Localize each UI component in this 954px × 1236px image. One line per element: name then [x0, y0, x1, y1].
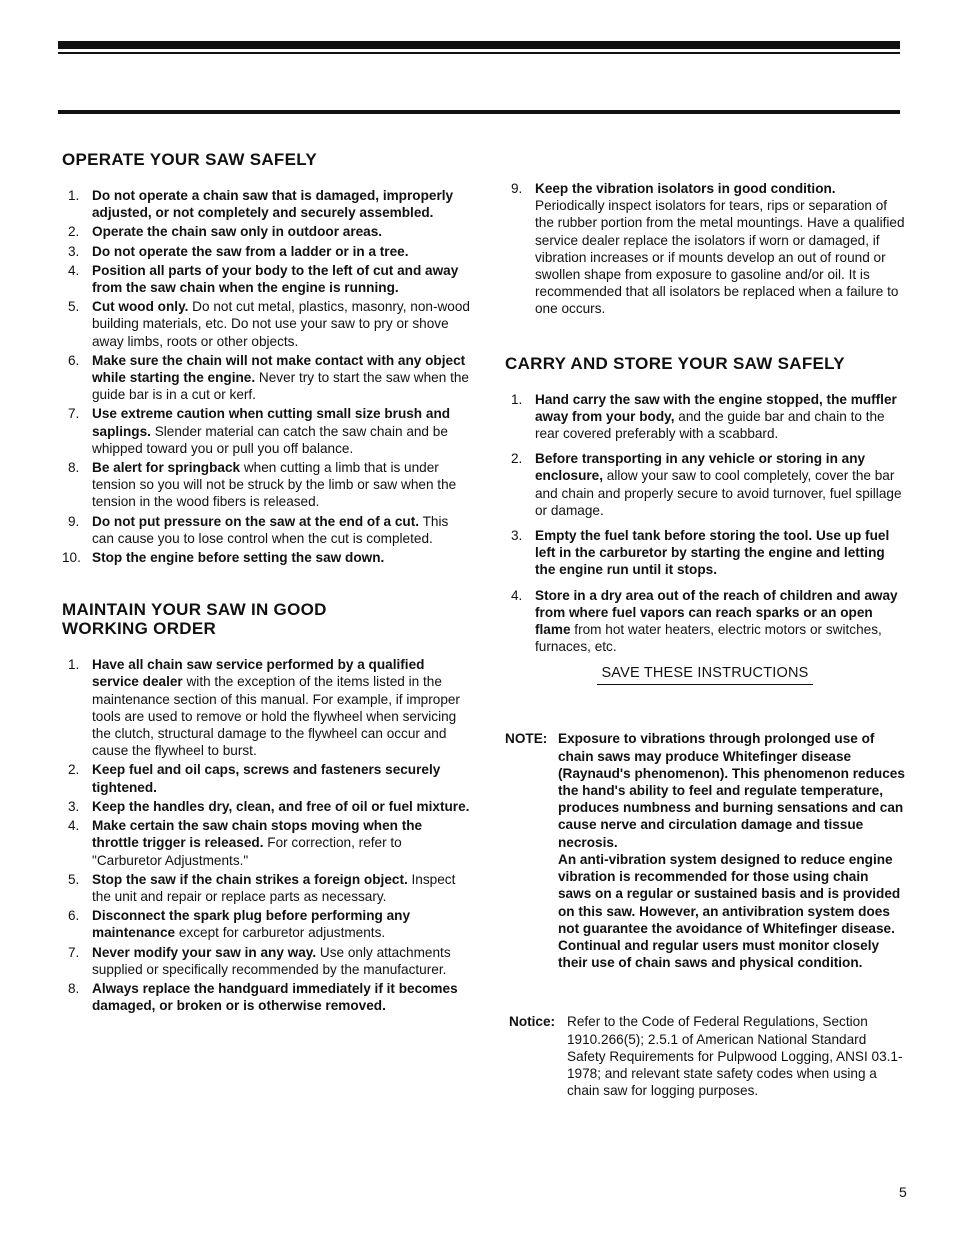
item-text: Never try to start the saw when the guide bar is in a cut or kerf.	[92, 370, 469, 403]
item-text: Do not cut metal, plastics, masonry, non-wood building materials, etc. Do not use your saw to pry or shove away limbs, roots or other objects.	[92, 299, 470, 349]
item-number: 1.	[68, 657, 80, 673]
operate-list	[62, 187, 470, 566]
item-number: 2.	[68, 224, 80, 240]
maintain-list	[62, 656, 470, 1014]
header-rule	[58, 110, 900, 114]
list-item	[505, 391, 905, 443]
list-item	[505, 450, 905, 519]
item-number: 1.	[68, 188, 80, 203]
item-text: except for carburetor adjustments.	[175, 925, 386, 941]
list-item	[62, 352, 470, 404]
item-bold-text: Never modify your saw in any way.	[92, 944, 317, 960]
item-bold-text: Do not operate a chain saw that is damaged, improperly adjusted, or not completely and securely assembled.	[92, 188, 454, 221]
item-number: 6.	[68, 352, 80, 368]
save-instructions	[505, 665, 905, 684]
top-rule-thin	[58, 52, 900, 54]
item-bold-text: Keep the handles dry, clean, and free of oil or fuel mixture.	[92, 798, 470, 814]
item-bold-text: Cut wood only.	[92, 299, 189, 315]
notice-block	[505, 1013, 905, 1099]
item-bold-text: Keep fuel and oil caps, screws and fasteners securely tightened.	[92, 762, 441, 795]
item-text: and the guide bar and chain to the rear covered preferably with a scabbard.	[535, 408, 885, 442]
list-item	[62, 459, 470, 511]
item-bold-text: Empty the fuel tank before storing the tool. Use up fuel left in the carburetor by starting the engine and letting the engine run until it stops.	[535, 528, 890, 578]
item-bold-text: Position all parts of your body to the left of cut and away from the saw chain when the engine is running.	[92, 262, 459, 296]
note-label: NOTE:	[505, 731, 548, 747]
item-bold-text: Have all chain saw service performed by a qualified service dealer	[92, 657, 425, 690]
carry-list	[505, 391, 905, 656]
item-bold-text: Stop the engine before setting the saw down.	[92, 550, 385, 566]
item-bold-text: Use extreme caution when cutting small size brush and saplings.	[92, 406, 451, 439]
notice-label: Notice:	[509, 1014, 556, 1030]
item-number: 2.	[68, 762, 80, 778]
item-number: 10.	[62, 550, 81, 566]
vibration-list	[505, 180, 905, 318]
item-text: For correction, refer to "Carburetor Adjustments."	[92, 835, 402, 868]
item-number: 3.	[68, 798, 80, 814]
item-number: 5.	[68, 299, 80, 315]
list-item	[62, 944, 470, 978]
item-number: 2.	[511, 451, 523, 467]
carry-heading: CARRY AND STORE YOUR SAW SAFELY	[505, 353, 845, 373]
item-number: 3.	[68, 243, 80, 259]
item-bold-text: Operate the chain saw only in outdoor areas.	[92, 224, 383, 240]
item-number: 8.	[68, 980, 80, 996]
list-item	[62, 817, 470, 869]
item-text: when cutting a limb that is under tension so you will not be struck by the limb or saw when the tension in the wood fibers is released.	[92, 460, 457, 510]
list-item	[62, 513, 470, 547]
item-text: Periodically inspect isolators for tears, rips or separation of the rubber portion from the metal mountings. Have a qualified service dealer replace the isolators if worn or damaged, if vibration increases or if mounts develop an out of round or swollen shape from exposure to gasoline and/or oil. It is recommended that all isolators be replaced when a failure to one occurs.	[535, 198, 905, 317]
item-text: Use only attachments supplied or specifically recommended by the manufacturer.	[92, 944, 451, 977]
item-number: 5.	[68, 871, 80, 887]
item-bold-text: Make certain the saw chain stops moving when the throttle trigger is released.	[92, 818, 423, 851]
item-text: This can cause you to lose control when the cut is completed.	[92, 513, 449, 546]
item-bold-text: Stop the saw if the chain strikes a foreign object.	[92, 871, 408, 887]
list-item	[62, 187, 470, 221]
item-bold-text: Do not operate the saw from a ladder or in a tree.	[92, 243, 409, 259]
list-item	[62, 761, 470, 795]
notice-text: Refer to the Code of Federal Regulations, Section 1910.266(5); 2.5.1 of American National Standard Safety Requirements for Pulpwood Logging, ANSI 03.1-1978; and relevant state safety codes when using a chain saw for logging purposes.	[567, 1014, 903, 1099]
item-text: Inspect the unit and repair or replace parts as necessary.	[92, 871, 456, 904]
item-number: 4.	[68, 262, 80, 278]
list-item	[505, 180, 905, 318]
item-number: 6.	[68, 908, 80, 924]
item-number: 8.	[68, 460, 80, 476]
page-number: 5	[899, 1184, 907, 1200]
item-text: from hot water heaters, electric motors or switches, furnaces, etc.	[535, 622, 882, 655]
note-para-1: Exposure to vibrations through prolonged use of chain saws may produce Whitefinger disease (Raynaud's phenomenon). This phenomenon reduces the hand's ability to feel and regulate temperature, produces numbness and burning sensations and can cause nerve and circulation damage and tissue necrosis.	[558, 731, 905, 850]
list-item	[62, 549, 470, 566]
item-bold-text: Always replace the handguard immediately if it becomes damaged, or broken or is otherwise removed.	[92, 980, 458, 1014]
item-bold-text: Disconnect the spark plug before performing any maintenance	[92, 908, 410, 941]
note-block	[505, 730, 905, 971]
list-item	[62, 262, 470, 296]
item-bold-text: Keep the vibration isolators in good condition.	[535, 181, 836, 196]
operate-heading: OPERATE YOUR SAW SAFELY	[62, 150, 318, 169]
item-text: Slender material can catch the saw chain and be whipped toward you or pull you off balance.	[92, 423, 448, 456]
item-number: 3.	[511, 528, 523, 544]
item-bold-text: Before transporting in any vehicle or storing in any enclosure,	[535, 451, 866, 484]
item-number: 9.	[511, 181, 523, 196]
note-para-2: An anti-vibration system designed to reduce engine vibration is recommended for those using chain saws on a regular or sustained basis and is provided on this saw. However, an antivibration system does not guarantee the avoidance of Whitefinger disease. Continual and regular users must monitor closely their use of chain saws and physical condition.	[558, 851, 901, 971]
left-column	[62, 150, 470, 1016]
list-item	[62, 298, 470, 350]
list-item	[62, 405, 470, 457]
item-number: 4.	[68, 818, 80, 834]
item-bold-text: Make sure the chain will not make contact with any object while starting the engine.	[92, 352, 466, 386]
item-bold-text: Be alert for springback	[92, 460, 241, 476]
item-bold-text: Hand carry the saw with the engine stopped, the muffler away from your body,	[535, 391, 897, 424]
item-number: 7.	[68, 406, 80, 422]
item-text: allow your saw to cool completely, cover the bar and chain and properly secure to avoid turnover, fuel spillage or damage.	[535, 468, 902, 518]
top-rule-thick	[58, 41, 900, 49]
list-item	[62, 656, 470, 759]
list-item	[62, 223, 470, 240]
item-number: 7.	[68, 944, 80, 960]
item-bold-text: Do not put pressure on the saw at the end of a cut.	[92, 513, 420, 529]
item-number: 4.	[511, 587, 523, 603]
item-number: 1.	[511, 391, 523, 407]
list-item	[62, 243, 470, 260]
list-item	[62, 980, 470, 1014]
list-item	[505, 527, 905, 579]
item-bold-text: Store in a dry area out of the reach of children and away from where fuel vapors can reach sparks or an open flame	[535, 587, 898, 638]
list-item	[62, 871, 470, 905]
list-item	[62, 907, 470, 941]
item-number: 9.	[68, 513, 80, 529]
maintain-heading: MAINTAIN YOUR SAW IN GOOD WORKING ORDER	[62, 600, 327, 639]
save-instructions-text: SAVE THESE INSTRUCTIONS	[597, 665, 812, 685]
list-item	[62, 798, 470, 815]
right-column	[505, 180, 905, 1099]
list-item	[505, 587, 905, 656]
item-text: with the exception of the items listed in the maintenance section of this manual. For example, if improper tools are used to remove or hold the flywheel when servicing the clutch, structural damage to the flywheel can occur and cause the flywheel to burst.	[92, 674, 460, 759]
